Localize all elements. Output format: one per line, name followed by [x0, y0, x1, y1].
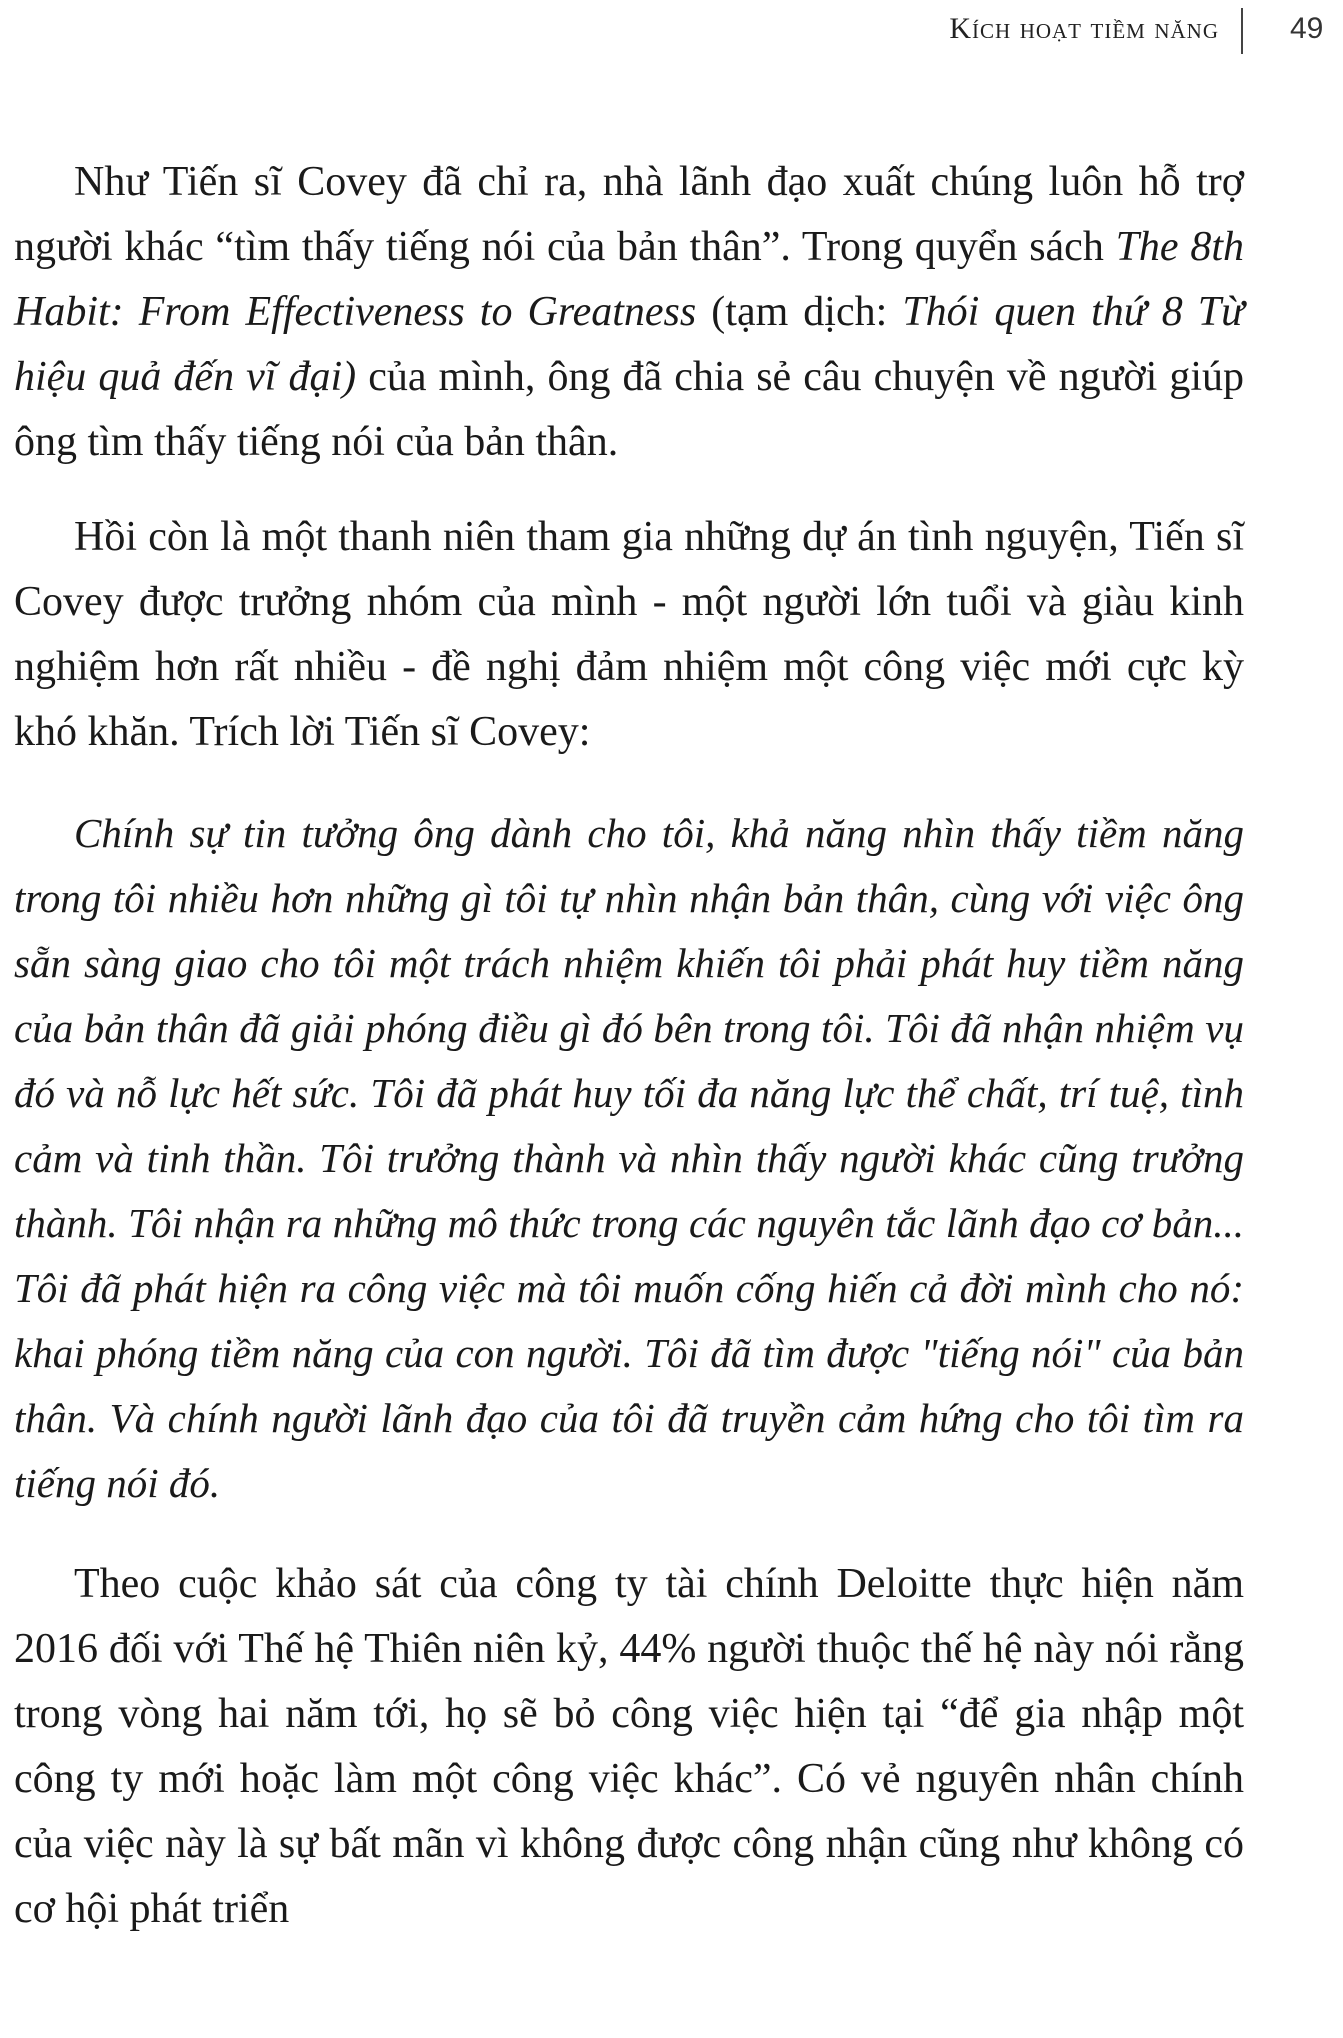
book-title-translation: Thói quen thứ 8 Từ hiệu quả đến vĩ đại): [14, 289, 1244, 400]
paragraph-2: Hồi còn là một thanh niên tham gia những dự án tình nguyện, Tiến sĩ Covey được trưởng nhóm của mình - một người lớn tuổi và giàu kinh nghiệm hơn rất nhiều - đề nghị đảm nhiệm một công việc mới cực kỳ khó khăn. Trích lời Tiến sĩ Covey:: [14, 514, 1244, 755]
paragraph-1-text-c: của mình, ông đã chia sẻ câu chuyện về người giúp ông tìm thấy tiếng nói của bản thân.: [14, 354, 1244, 465]
paragraph-1: [14, 150, 1244, 475]
page-header: [0, 0, 1343, 60]
header-divider: [1241, 8, 1243, 54]
paragraph-1-text-b: (tạm dịch:: [696, 289, 903, 335]
running-title: Kích hoạt tiềm năng: [949, 12, 1219, 45]
page-body: [14, 150, 1244, 1966]
page-number: 49: [1290, 12, 1324, 45]
book-title: The 8th Habit: From Effectiveness to Greatness: [14, 224, 1244, 335]
quote-block: Chính sự tin tưởng ông dành cho tôi, khả năng nhìn thấy tiềm năng trong tôi nhiều hơn những gì tôi tự nhìn nhận bản thân, cùng với việc ông sẵn sàng giao cho tôi một trách nhiệm khiến tôi phải phát huy tiềm năng của bản thân đã giải phóng điều gì đó bên trong tôi. Tôi đã nhận nhiệm vụ đó và nỗ lực hết sức. Tôi đã phát huy tối đa năng lực thể chất, trí tuệ, tình cảm và tinh thần. Tôi trưởng thành và nhìn thấy người khác cũng trưởng thành. Tôi nhận ra những mô thức trong các nguyên tắc lãnh đạo cơ bản... Tôi đã phát hiện ra công việc mà tôi muốn cống hiến cả đời mình cho nó: khai phóng tiềm năng của con người. Tôi đã tìm được "tiếng nói" của bản thân. Và chính người lãnh đạo của tôi đã truyền cảm hứng cho tôi tìm ra tiếng nói đó.: [14, 810, 1244, 1506]
paragraph-1-text-a: Như Tiến sĩ Covey đã chỉ ra, nhà lãnh đạo xuất chúng luôn hỗ trợ người khác “tìm thấy tiếng nói của bản thân”. Trong quyển sách: [14, 159, 1244, 270]
paragraph-4: Theo cuộc khảo sát của công ty tài chính Deloitte thực hiện năm 2016 đối với Thế hệ Thiên niên kỷ, 44% người thuộc thế hệ này nói rằng trong vòng hai năm tới, họ sẽ bỏ công việc hiện tại “để gia nhập một công ty mới hoặc làm một công việc khác”. Có vẻ nguyên nhân chính của việc này là sự bất mãn vì không được công nhận cũng như không có cơ hội phát triển: [14, 1561, 1244, 1932]
